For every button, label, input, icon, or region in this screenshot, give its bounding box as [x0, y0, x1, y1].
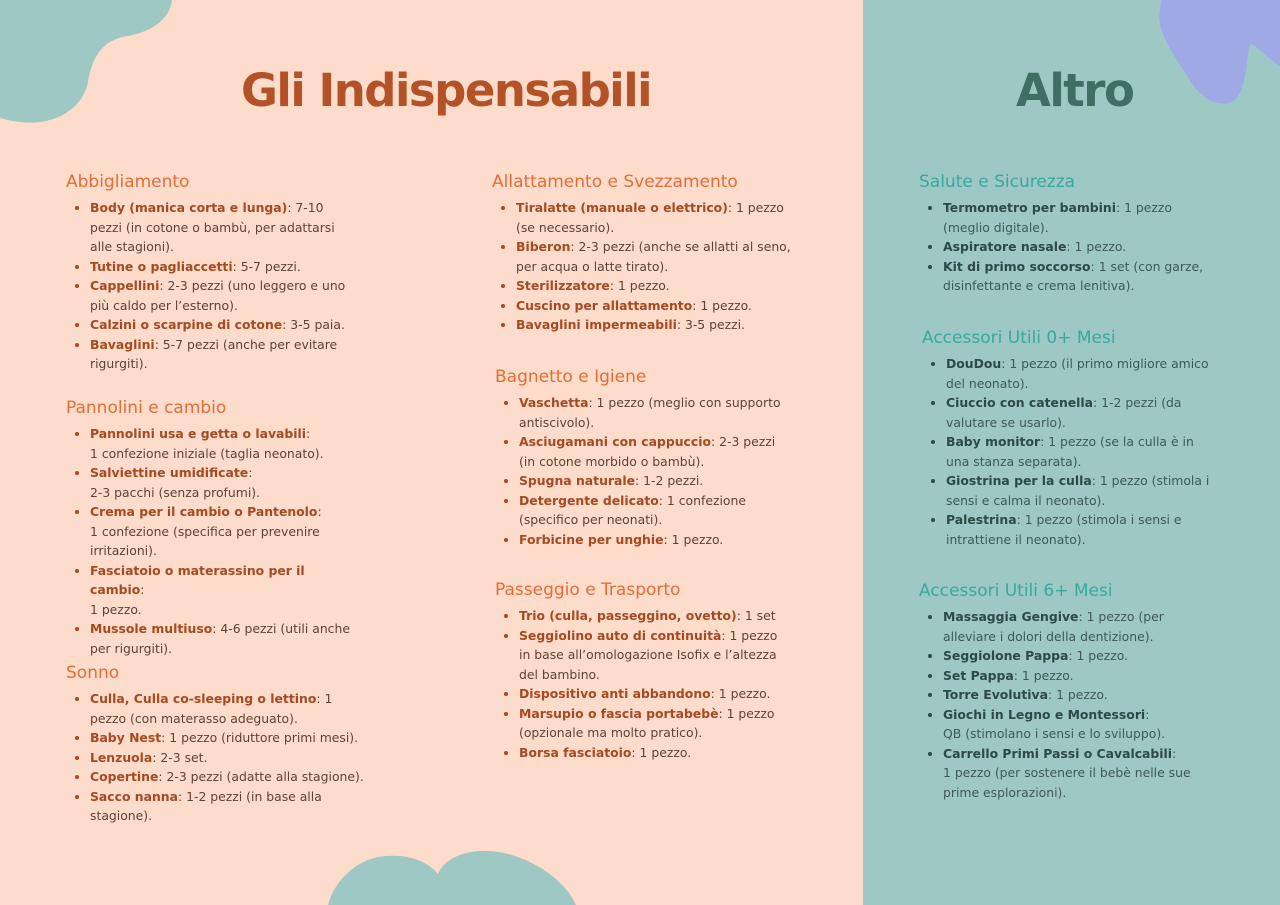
section-allattamento [492, 172, 792, 335]
item-name: Baby Nest [90, 730, 162, 746]
item-detail: : 1 pezzo. [1013, 667, 1074, 683]
item-detail: : 2-3 pezzi (uno leggero e uno più caldo per l’esterno). [90, 278, 346, 313]
list-item [943, 685, 1219, 705]
item-detail: : 5-7 pezzi. [232, 258, 301, 274]
list-item [90, 315, 356, 335]
item-name: Body (manica corta e lunga) [90, 200, 288, 216]
item-detail: : 1 pezzo. [710, 686, 771, 702]
list-item [90, 748, 366, 768]
item-detail: : [1145, 706, 1150, 722]
item-name: Crema per il cambio o Pantenolo [90, 504, 318, 520]
item-detail: : [140, 582, 145, 598]
list-item [943, 237, 1219, 257]
section-abbigliamento [66, 172, 356, 374]
item-detail: : 2-3 pezzi (anche se allatti al seno, per acqua o latte tirato). [516, 239, 791, 274]
section-heading: Accessori Utili 6+ Mesi [919, 581, 1113, 601]
list-item [519, 626, 785, 685]
list-item [516, 276, 792, 296]
item-name: Termometro per bambini [943, 200, 1116, 216]
item-list [66, 424, 356, 658]
list-item [519, 684, 785, 704]
item-detail: : 1 confezione (specifico per neonati). [519, 492, 746, 528]
list-item [943, 257, 1219, 296]
item-name: Marsupio o fascia portabebè [519, 705, 719, 721]
item-detail: : 1 pezzo. [609, 278, 670, 294]
list-item [943, 607, 1219, 646]
decorative-blob-bottom [328, 850, 578, 905]
item-name: Mussole multiuso [90, 621, 213, 637]
section-heading: Allattamento e Svezzamento [492, 172, 738, 192]
item-list [495, 606, 785, 762]
section-salute [919, 172, 1219, 296]
page-title-right: Altro [1016, 64, 1134, 117]
section-heading: Salute e Sicurezza [919, 172, 1076, 192]
section-heading: Sonno [66, 663, 120, 683]
item-detail: : 1 pezzo in base all’omologazione Isofix e l’altezza del bambino. [519, 627, 778, 682]
list-item [946, 510, 1217, 549]
list-item [90, 276, 356, 315]
item-detail: : 1 pezzo (meglio digitale). [943, 200, 1172, 235]
page-title-left: Gli Indispensabili [241, 64, 652, 117]
list-item [943, 198, 1219, 237]
item-name: Copertine [90, 769, 159, 785]
item-name: Trio (culla, passeggino, ovetto) [519, 608, 737, 624]
item-detail: : 7-10 pezzi (in cotone o bambù, per adattarsi alle stagioni). [90, 200, 335, 255]
item-name: Cuscino per allattamento [516, 297, 693, 313]
item-detail: : 1 pezzo (opzionale ma molto pratico). [519, 705, 775, 741]
item-name: Bavaglini impermeabili [516, 317, 677, 333]
item-detail-line: 1 confezione iniziale (taglia neonato). [90, 445, 324, 461]
item-name: Calzini o scarpine di cotone [90, 317, 283, 333]
item-name: Salviettine umidificate [90, 465, 249, 481]
item-detail: : [1172, 745, 1177, 761]
item-detail: : 2-3 pezzi (in cotone morbido o bambù). [519, 434, 776, 469]
item-detail: : 2-3 set. [152, 749, 208, 765]
section-sonno [66, 663, 366, 826]
list-item [90, 424, 356, 463]
item-name: Set Pappa [943, 667, 1014, 683]
item-name: Ciuccio con catenella [946, 395, 1094, 411]
section-heading: Abbigliamento [66, 172, 190, 192]
item-detail: : 1 pezzo (se necessario). [516, 200, 784, 235]
list-item [519, 704, 785, 743]
item-detail: : 1 pezzo. [631, 744, 692, 760]
list-item [943, 744, 1219, 803]
section-bagnetto [495, 367, 795, 549]
list-item [519, 471, 795, 491]
decorative-blob-top-right [1155, 0, 1280, 105]
item-detail: : 1 pezzo (il primo migliore amico del neonato). [946, 356, 1209, 391]
item-detail: : 1 set [736, 608, 776, 624]
list-item [90, 502, 356, 561]
list-item [90, 463, 356, 502]
item-detail: : 1 pezzo. [663, 531, 724, 547]
item-detail: : 1-2 pezzi (in base alla stagione). [90, 788, 322, 824]
item-name: Aspiratore nasale [943, 239, 1067, 255]
section-heading: Accessori Utili 0+ Mesi [922, 328, 1116, 348]
list-item [90, 767, 366, 787]
list-item [519, 491, 795, 530]
list-item [90, 198, 356, 257]
item-detail: : 1 pezzo (con materasso adeguato). [90, 691, 333, 726]
item-list [66, 689, 366, 826]
item-detail: : 2-3 pezzi (adatte alla stagione). [158, 769, 364, 785]
list-item [943, 666, 1219, 686]
item-name: Seggiolino auto di continuità [519, 627, 722, 643]
list-item [516, 198, 792, 237]
item-detail: : 3-5 pezzi. [676, 317, 745, 333]
list-item [90, 728, 366, 748]
list-item [90, 689, 366, 728]
item-detail: : 5-7 pezzi (anche per evitare rigurgiti). [90, 336, 338, 372]
decorative-blob-top-left [0, 0, 180, 130]
item-name: Seggiolone Pappa [943, 648, 1069, 664]
item-detail: : 1 pezzo (per alleviare i dolori della dentizione). [943, 609, 1164, 644]
item-name: Dispositivo anti abbandono [519, 686, 711, 702]
item-name: Cappellini [90, 278, 160, 294]
item-name: Kit di primo soccorso [943, 258, 1091, 274]
item-detail-line: 1 confezione (specifica per prevenire irritazioni). [90, 523, 320, 559]
item-name: Asciugamani con cappuccio [519, 434, 711, 450]
item-list [919, 607, 1219, 802]
list-item [519, 743, 785, 763]
item-detail: : 1-2 pezzi. [635, 473, 704, 489]
item-detail-line: 1 pezzo (per sostenere il bebè nelle sue prime esplorazioni). [943, 765, 1191, 800]
list-item [90, 335, 356, 374]
item-detail: : 1 pezzo. [1066, 239, 1127, 255]
item-list [492, 198, 792, 335]
item-detail: : [306, 426, 311, 442]
list-item [90, 257, 356, 277]
item-name: Borsa fasciatoio [519, 744, 632, 760]
item-detail: : 1 pezzo (riduttore primi mesi). [161, 730, 359, 746]
item-detail: : 1 set (con garze, disinfettante e crema lenitiva). [943, 258, 1204, 294]
list-item [519, 606, 785, 626]
item-detail: : 1 pezzo (stimola i sensi e intrattiene il neonato). [946, 512, 1182, 547]
item-name: Sacco nanna [90, 788, 178, 804]
item-detail-line: QB (stimolano i sensi e lo sviluppo). [943, 726, 1166, 742]
section-heading: Pannolini e cambio [66, 398, 227, 418]
item-detail: : 3-5 paia. [282, 317, 345, 333]
item-name: Baby monitor [946, 434, 1041, 450]
item-name: Giostrina per la culla [946, 473, 1092, 489]
item-name: Torre Evolutiva [943, 687, 1048, 703]
item-name: DouDou [946, 356, 1002, 372]
item-list [495, 393, 795, 549]
item-name: Lenzuola [90, 749, 153, 765]
item-detail: : 1 pezzo. [1068, 648, 1129, 664]
item-name: Tiralatte (manuale o elettrico) [516, 200, 728, 216]
item-name: Biberon [516, 239, 571, 255]
list-item [90, 787, 366, 826]
item-detail: : 1 pezzo. [692, 297, 752, 313]
item-detail-line: 2-3 pacchi (senza profumi). [90, 484, 261, 500]
item-name: Vaschetta [519, 395, 589, 411]
item-detail: : [248, 465, 253, 481]
list-item [943, 705, 1219, 744]
item-list [66, 198, 356, 374]
item-detail: : [317, 504, 322, 520]
section-heading: Passeggio e Trasporto [495, 580, 681, 600]
item-name: Tutine o pagliaccetti [90, 258, 233, 274]
item-detail: : 1 pezzo. [1048, 687, 1108, 703]
list-item [946, 471, 1217, 510]
list-item [946, 432, 1217, 471]
item-list [922, 354, 1217, 549]
item-name: Carrello Primi Passi o Cavalcabili [943, 745, 1173, 761]
item-detail: : 1-2 pezzi (da valutare se usarlo). [946, 395, 1182, 430]
item-name: Fasciatoio o materassino per il cambio [90, 562, 305, 598]
item-detail: : 4-6 pezzi (utili anche per rigurgiti). [90, 621, 350, 656]
item-name: Spugna naturale [519, 473, 636, 489]
list-item [946, 393, 1217, 432]
list-item [516, 296, 792, 316]
section-heading: Bagnetto e Igiene [495, 367, 647, 387]
section-accessori-6 [919, 581, 1219, 802]
list-item [90, 561, 356, 620]
item-detail: : 1 pezzo (se la culla è in una stanza separata). [946, 434, 1194, 469]
list-item [516, 237, 792, 276]
item-name: Pannolini usa e getta o lavabili [90, 426, 307, 442]
section-pannolini [66, 398, 356, 658]
item-name: Sterilizzatore [516, 278, 610, 294]
item-name: Massaggia Gengive [943, 609, 1079, 625]
list-item [516, 315, 792, 335]
list-item [519, 530, 795, 550]
item-list [919, 198, 1219, 296]
item-name: Detergente delicato [519, 492, 659, 508]
section-accessori-0 [922, 328, 1217, 549]
item-name: Palestrina [946, 512, 1017, 528]
item-detail: : 1 pezzo (stimola i sensi e calma il neonato). [946, 473, 1210, 508]
list-item [946, 354, 1217, 393]
section-passeggio [495, 580, 785, 762]
item-name: Forbicine per unghie [519, 531, 664, 547]
list-item [943, 646, 1219, 666]
list-item [519, 432, 795, 471]
list-item [519, 393, 795, 432]
item-name: Giochi in Legno e Montessori [943, 706, 1146, 722]
item-name: Culla, Culla co-sleeping o lettino [90, 691, 317, 707]
item-name: Bavaglini [90, 336, 155, 352]
item-detail: : 1 pezzo (meglio con supporto antiscivolo). [519, 395, 781, 430]
list-item [90, 619, 356, 658]
item-detail-line: 1 pezzo. [90, 601, 142, 617]
